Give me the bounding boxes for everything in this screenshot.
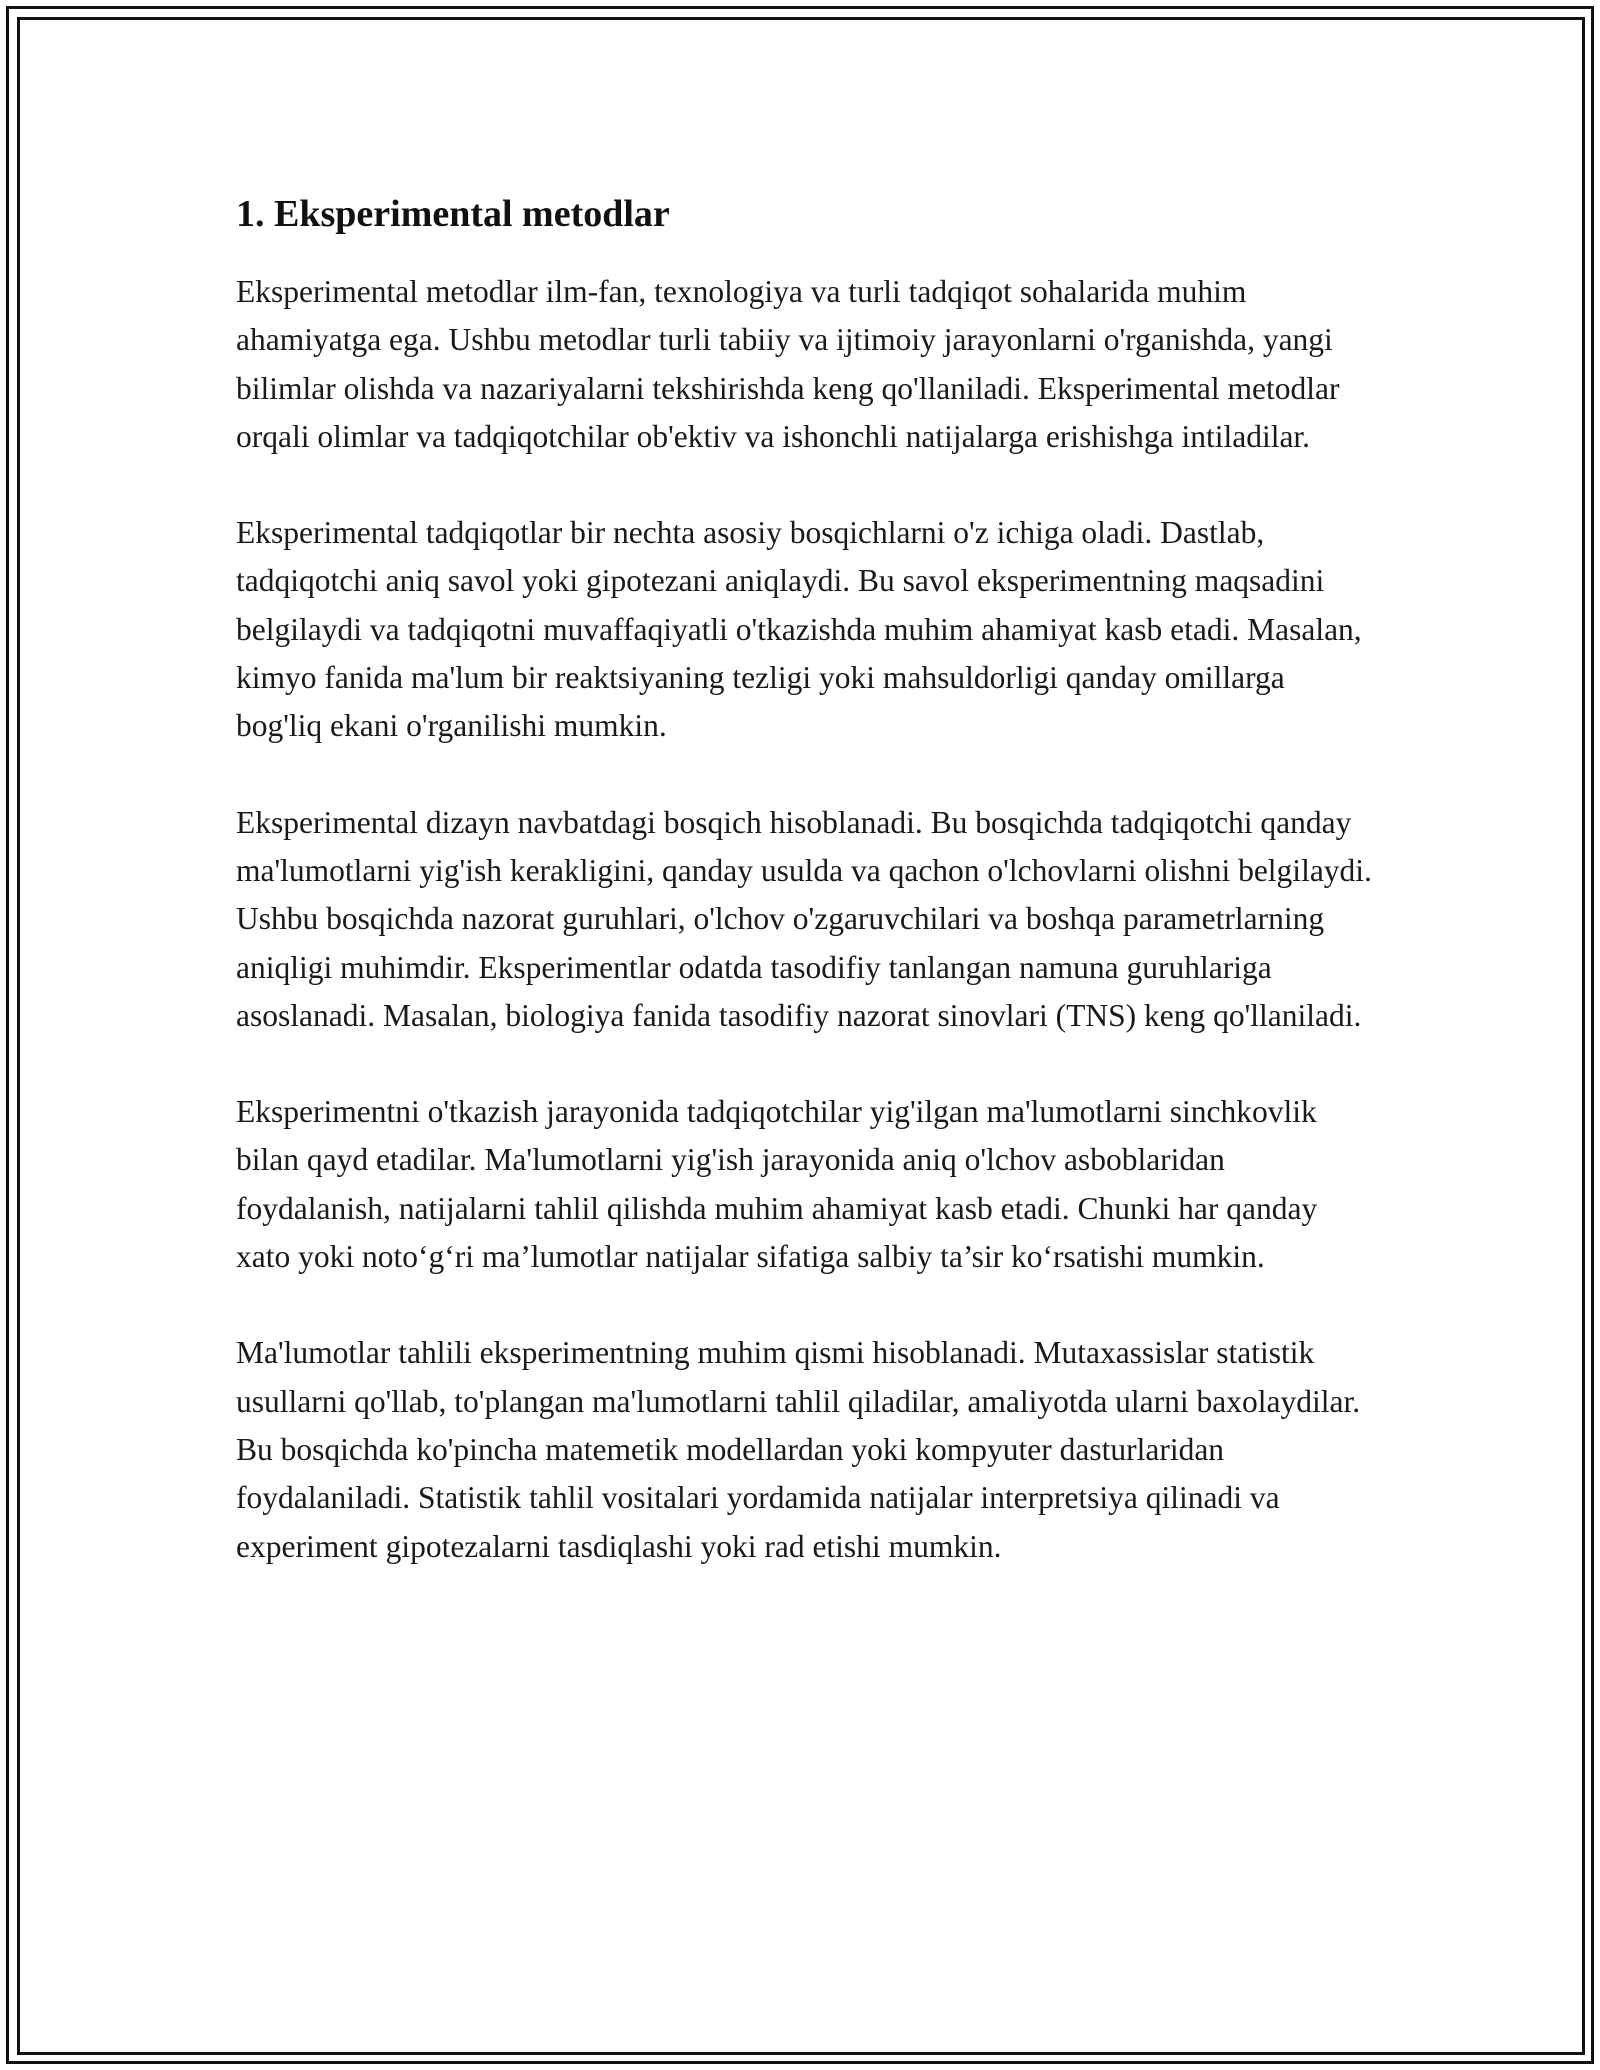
paragraph-intro: Eksperimental metodlar ilm-fan, texnologiya va turli tadqiqot sohalarida muhim ahamiyatga ega. Ushbu metodlar turli tabiiy va ijtimoiy jarayonlarni o'rganishda, yangi bilimlar olishda va nazariyalarni tekshirishda keng qo'llaniladi. Eksperimental metodlar orqali olimlar va tadqiqotchilar ob'ektiv va ishonchli natijalarga erishishga intiladilar. [236, 274, 1340, 454]
paragraph-design: Eksperimental dizayn navbatdagi bosqich hisoblanadi. Bu bosqichda tadqiqotchi qanday ma'lumotlarni yig'ish kerakligini, qanday usulda va qachon o'lchovlarni olishni belgilaydi. Ushbu bosqichda nazorat guruhlari, o'lchov o'zgaruvchilari va boshqa parametrlarning aniqligi muhimdir. Eksperimentlar odatda tasodifiy tanlangan namuna guruhlariga asoslanadi. Masalan, biologiya fanida tasodifiy nazorat sinovlari (TNS) keng qo'llaniladi. [236, 804, 1372, 1033]
paragraph-data-analysis: Ma'lumotlar tahlili eksperimentning muhim qismi hisoblanadi. Mutaxassislar statistik usullarni qo'llab, to'plangan ma'lumotlarni tahlil qiladilar, amaliyotda ularni baxolaydilar. Bu bosqichda ko'pincha matemetik modellardan yoki kompyuter dasturlaridan foydalaniladi. Statistik tahlil vositalari yordamida natijalar interpretsiya qilinadi va experiment gipotezalarni tasdiqlashi yoki rad etishi mumkin. [236, 1335, 1361, 1564]
document-body [236, 186, 1376, 1619]
paragraph-stages: Eksperimental tadqiqotlar bir nechta asosiy bosqichlarni o'z ichiga oladi. Dastlab, tadqiqotchi aniq savol yoki gipotezani aniqlaydi. Bu savol eksperimentning maqsadini belgilaydi va tadqiqotni muvaffaqiyatli o'tkazishda muhim ahamiyat kasb etadi. Masalan, kimyo fanida ma'lum bir reaktsiyaning tezligi yoki mahsuldorligi qanday omillarga bog'liq ekani o'rganilishi mumkin. [236, 515, 1362, 744]
paragraph-data-collection: Eksperimentni o'tkazish jarayonida tadqiqotchilar yig'ilgan ma'lumotlarni sinchkovlik bilan qayd etadilar. Ma'lumotlarni yig'ish jarayonida aniq o'lchov asboblaridan foydalanish, natijalarni tahlil qilishda muhim ahamiyat kasb etadi. Chunki har qanday xato yoki noto‘g‘ri ma’lumotlar natijalar sifatiga salbiy ta’sir ko‘rsatishi mumkin. [236, 1094, 1318, 1275]
section-heading: 1. Eksperimental metodlar [236, 193, 670, 235]
